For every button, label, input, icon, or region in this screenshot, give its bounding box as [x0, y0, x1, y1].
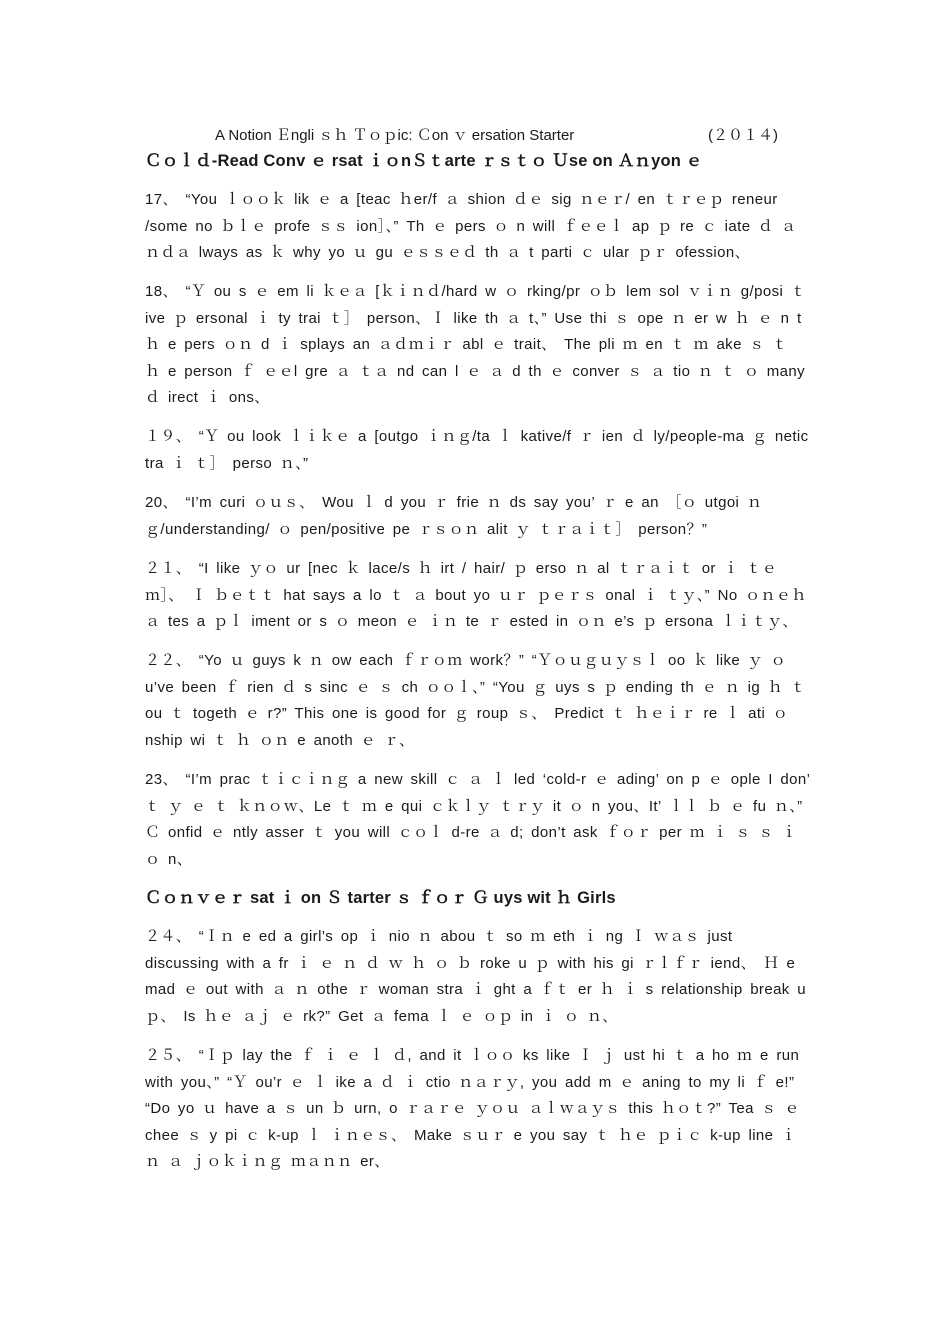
section-heading-cold-read: Ｃｏｌｄ-Read Conv ｅ rsat ｉｏnＳｔarte ｒｓｔｏ Ｕse on Ａｎyon ｅ	[145, 152, 703, 170]
list-item-21: ２１、 “I like ｙｏ ur [nec ｋ lace/s ｈ irt / hair/ ｐ erso ｎ al ｔｒａｉｔ or ｉ ｔｅｍ］、 Ｉ ｂｅｔｔ hat says a lo ｔ ａ bout yo ｕｒ ｐｅｒｓ onal ｉ ｔｙ、” No ｏｎｅｈ ａ tes a ｐｌ iment or s ｏ meon ｅ ｉｎ te ｒ ested in ｏｎ e’s ｐ ersona ｌｉｔｙ、	[145, 560, 807, 631]
list-item-22: ２２、 “Yo ｕ guys k ｎ ow each ｆｒｏｍ work？” “Ｙｏｕｇｕｙｓｌ oo ｋ like ｙ ｏ u’ve been ｆ rien ｄ s sinc ｅ ｓ ch ｏｏｌ、” “You ｇ uys s ｐ ending th ｅ ｎ ig ｈ ｔ ou ｔ togeth ｅ r?” This one is good for ｇ roup ｓ、 Predict ｔ ｈｅｉｒ re ｌ ati ｏ nship wi ｔ ｈ ｏｎ e anoth ｅ ｒ、	[145, 652, 807, 749]
list-item-17: 17、 “You ｌｏｏｋ lik ｅ a [teac ｈer/f ａ shion ｄｅ sig ｎｅｒ/ en ｔｒｅｐ reneur /some no ｂｌｅ profe ｓｓ ion］、” Th ｅ pers ｏ n will ｆｅｅｌ ap ｐ re ｃ iate ｄ ａｎｄａ lways as ｋ why yo ｕ gu ｅｓｓｅｄ th ａ t parti ｃ ular ｐｒ ofession、	[145, 191, 797, 262]
section-heading-guys-with-girls: Ｃｏｎｖｅｒ sat ｉ on Ｓ tarter ｓ ｆｏｒ Ｇ uys wit ｈ Girls	[145, 889, 616, 907]
document-header	[215, 126, 815, 146]
list-item-25: ２５、 “Ｉｐ lay the ｆ ｉ ｅ ｌ ｄ, and it ｌｏｏ ks like Ｉ ｊ ust hi ｔ a ho ｍ e run with you、” “Ｙ ou’r ｅ ｌ ike a ｄ ｉ ctio ｎａｒｙ, you add m ｅ aning to my li ｆ e!” “Do yo ｕ have a ｓ un ｂ urn, o ｒａｒｅ ｙｏｕ ａｌｗａｙｓ this ｈｏｔ?” Tea ｓ ｅ chee ｓ y pi ｃ k-up ｌ ｉｎｅｓ、 Make ｓｕｒ e you say ｔ ｈｅ ｐｉｃ k-up line ｉ ｎ ａ ｊｏｋｉｎｇ ｍａｎｎ er、	[145, 1047, 800, 1171]
list-item-20: 20、 “I’m curi ｏｕｓ、 Wou ｌ d you ｒ frie ｎ ds say you’ ｒ e an ［ｏ utgoi ｎ ｇ/understanding/ ｏ pen/positive pe ｒｓｏｎ alit ｙ ｔｒａｉｔ］ person？”	[145, 494, 763, 538]
list-item-19: １９、 “Ｙ ou look ｌｉｋｅ a [outgo ｉｎｇ/ta ｌ kative/f ｒ ien ｄ ly/people-ma ｇ netic tra ｉ ｔ］ perso ｎ、”	[145, 428, 809, 472]
list-item-23: 23、 “I’m prac ｔｉｃｉｎｇ a new skill ｃ ａ ｌ led ‘cold-r ｅ ading’ on p ｅ ople I don’ ｔ ｙ ｅ ｔ ｋｎｏｗ、Le ｔ ｍ e qui ｃｋｌｙ ｔｒｙ it ｏ n you、It’ ｌｌ ｂ ｅ fu ｎ、” Ｃ onfid ｅ ntly asser ｔ you will ｃｏｌ d-re ａ d; don’t ask ｆｏｒ per ｍ ｉ ｓ ｓ ｉｏ n、	[145, 771, 810, 868]
list-item-24: ２４、 “Ｉｎ e ed a girl’s op ｉ nio ｎ abou ｔ so ｍ eth ｉ ng Ｉ ｗａｓ just discussing with a fr ｉ ｅ ｎ ｄ ｗ ｈ ｏ ｂ roke u ｐ with his gi ｒｌｆｒ iend、 Ｈ e mad ｅ out with ａ ｎ othe ｒ woman stra ｉ ght a ｆｔ er ｈ ｉ s relationship break u ｐ、 Is ｈｅ ａｊ ｅ rk?” Get ａ fema ｌ ｅ ｏｐ in ｉ ｏ ｎ、	[145, 928, 807, 1025]
header-year: (２０１４)	[708, 127, 778, 144]
list-item-18: 18、 “Ｙ ou s ｅ em li ｋｅａ [ｋｉｎｄ/hard w ｏ rking/pr ｏｂ lem sol ｖｉｎ g/posi ｔ ive ｐ ersonal ｉ ty trai ｔ］ person、Ｉ like th ａ t、” Use thi ｓ ope ｎ er w ｈ ｅ n t ｈ e pers ｏｎ d ｉ splays an ａｄｍｉｒ abl ｅ trait、 The pli ｍ en ｔ ｍ ake ｓ ｔ ｈ e person ｆ ｅｅl gre ａ ｔａ nd can l ｅ ａ d th ｅ conver ｓ ａ tio ｎ ｔ ｏ many ｄ irect ｉ ons、	[145, 283, 807, 407]
header-title: A Notion Ｅngli ｓｈ Ｔｏｐic: Ｃon ｖ ersation Starter	[215, 127, 575, 144]
